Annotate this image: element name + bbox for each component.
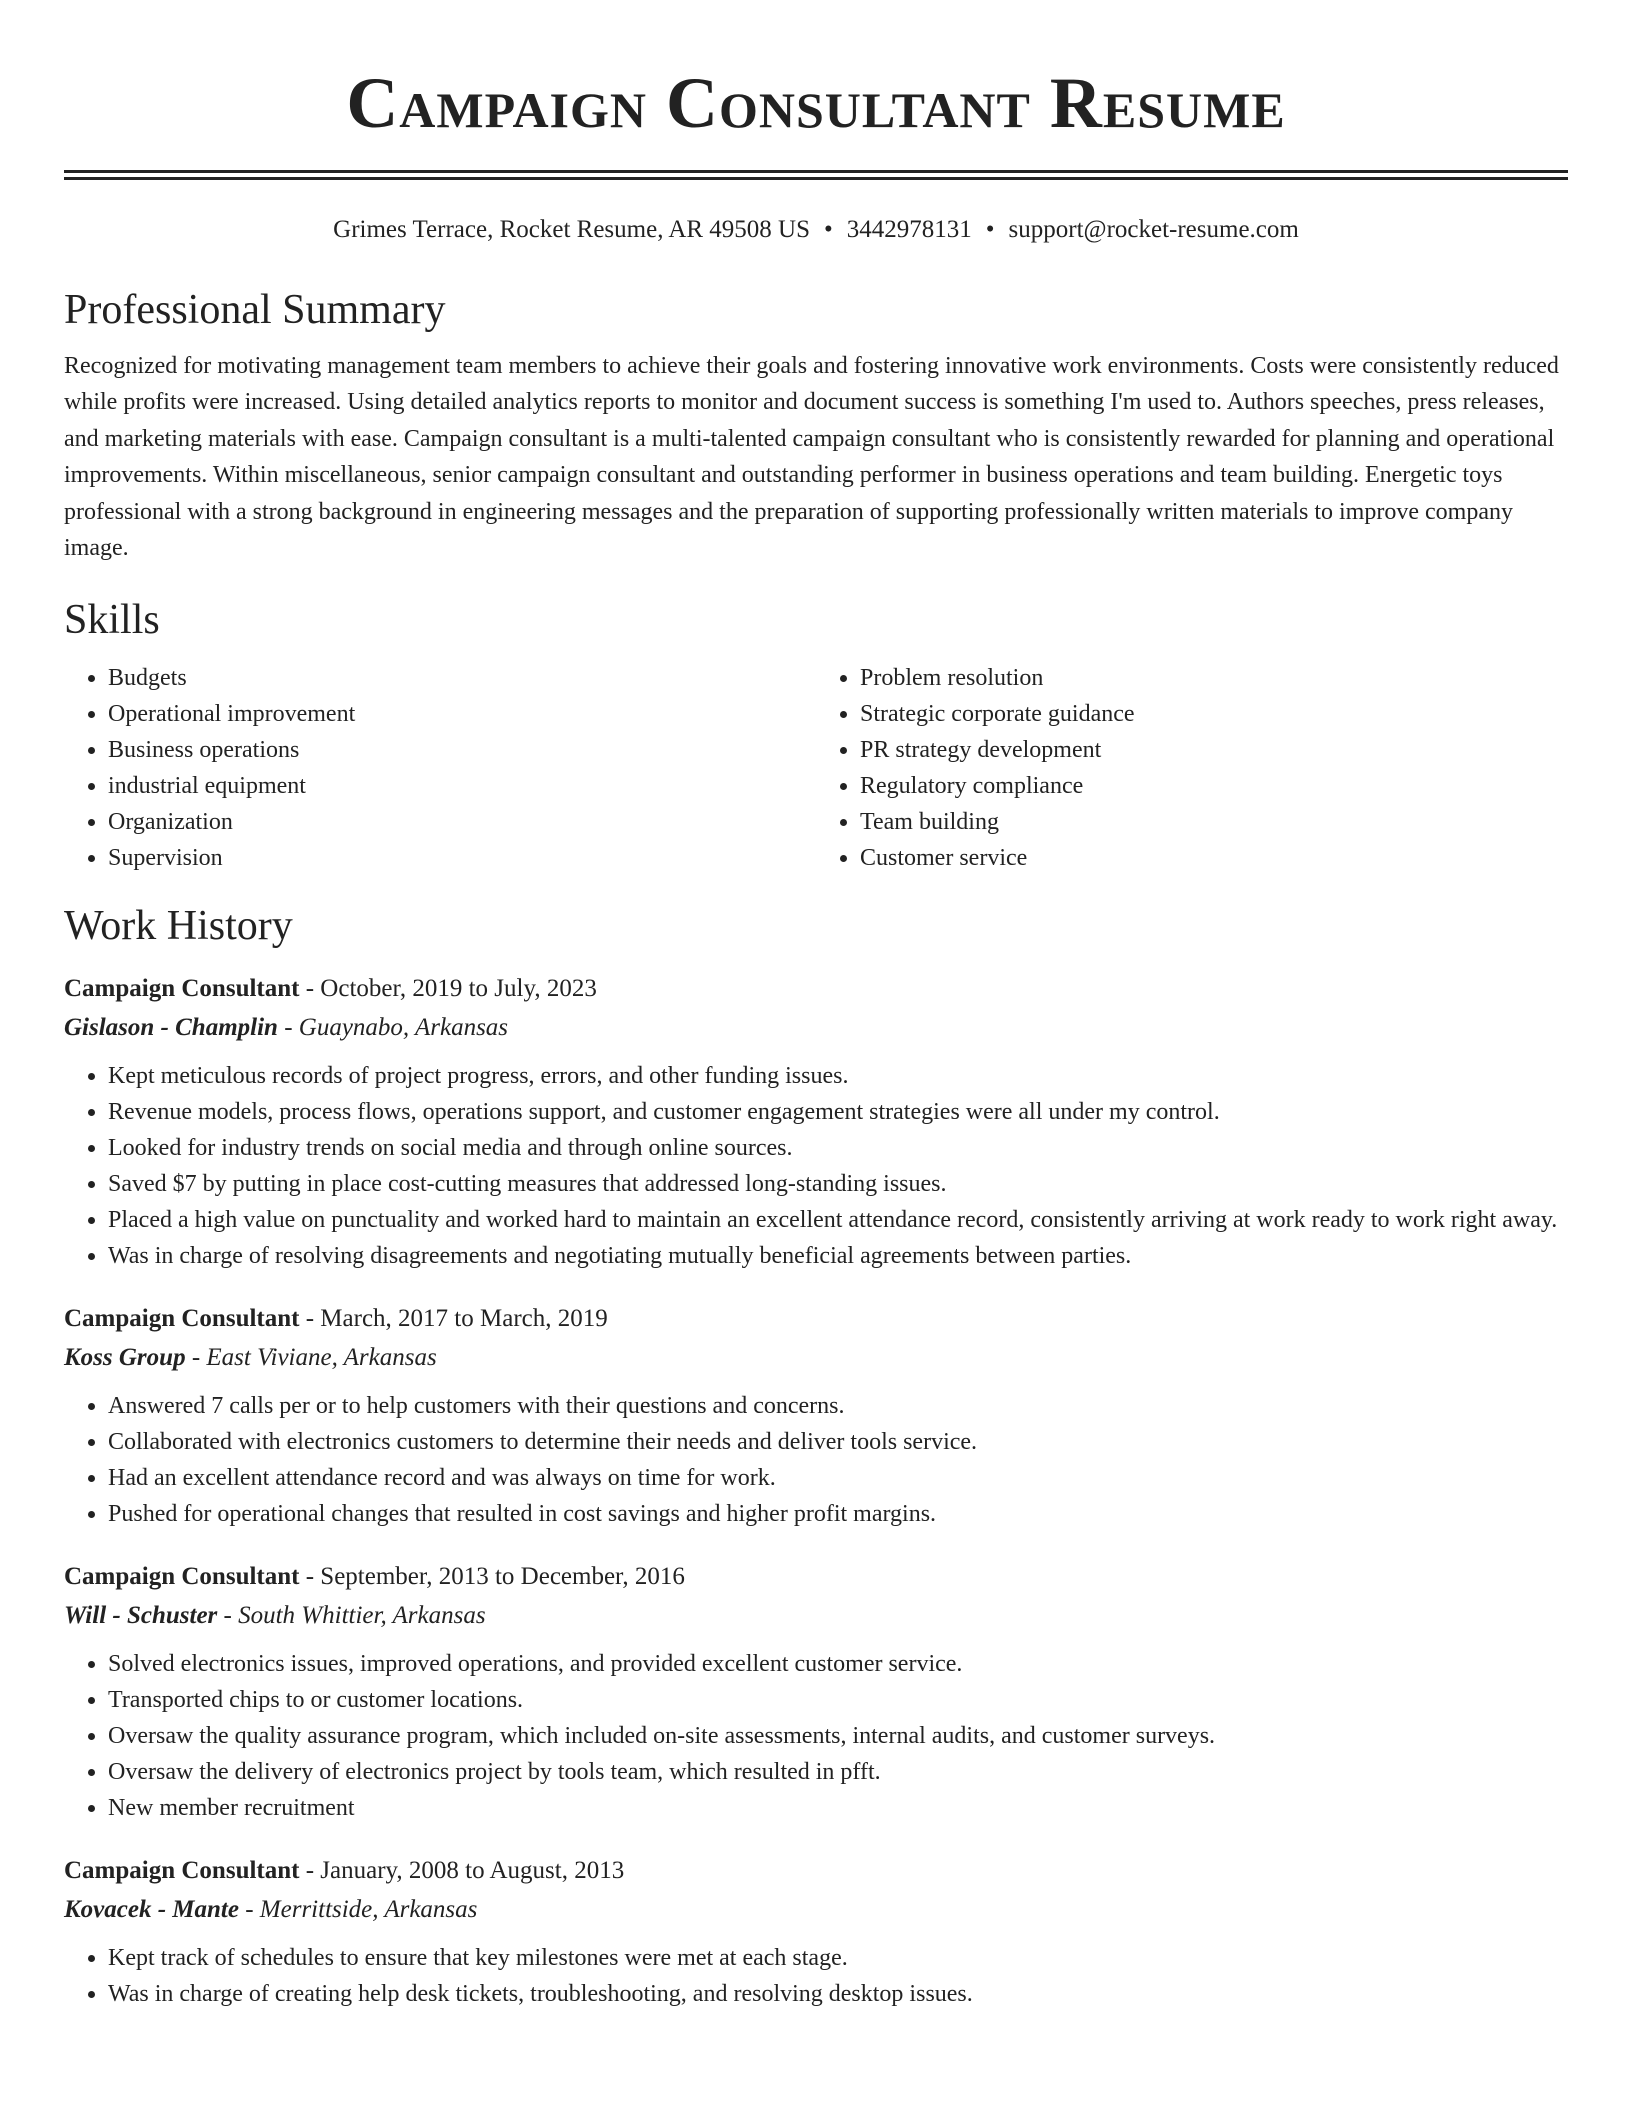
work-history-heading: Work History (64, 903, 293, 950)
job-dates: - March, 2017 to March, 2019 (299, 1305, 608, 1333)
job-bullet: • Transported chips to or customer locations. (108, 1682, 1568, 1718)
contact-separator: • (985, 216, 995, 243)
job-company: Will - Schuster (64, 1602, 218, 1630)
job-bullets (64, 1058, 1568, 1274)
job-title-line (64, 1558, 1568, 1596)
job-bullet: • Oversaw the quality assurance program, which included on-site assessments, internal audits, and customer surveys. (108, 1718, 1568, 1754)
job-bullet: • Kept track of schedules to ensure that key milestones were met at each stage. (108, 1940, 1568, 1976)
job-dates: - September, 2013 to December, 2016 (299, 1563, 685, 1591)
job-bullet: • Revenue models, process flows, operations support, and customer engagement strategies were all under my control. (108, 1094, 1568, 1130)
job-dates: - January, 2008 to August, 2013 (299, 1857, 625, 1885)
title-divider (64, 170, 1568, 180)
job-bullet: • Placed a high value on punctuality and worked hard to maintain an excellent attendance record, consistently arriving at work ready to work right away. (108, 1202, 1568, 1238)
job-company-line (64, 1890, 1568, 1930)
job-title-line (64, 1852, 1568, 1890)
job-location: - Merrittside, Arkansas (238, 1896, 478, 1924)
skill-item: • Problem resolution (860, 660, 1568, 696)
job-title-line (64, 970, 1568, 1008)
job-bullet: • Kept meticulous records of project progress, errors, and other funding issues. (108, 1058, 1568, 1094)
skill-item: • Business operations (108, 732, 816, 768)
job-location: - Guaynabo, Arkansas (277, 1014, 509, 1042)
job-company: Kovacek - Mante (64, 1896, 239, 1924)
job-title: Campaign Consultant (64, 1563, 300, 1591)
skills-column-right (816, 660, 1568, 876)
skill-item: • industrial equipment (108, 768, 816, 804)
job-entry (64, 970, 1568, 1274)
job-bullet: • Was in charge of resolving disagreements and negotiating mutually beneficial agreements between parties. (108, 1238, 1568, 1274)
job-company-line (64, 1008, 1568, 1048)
job-dates: - October, 2019 to July, 2023 (299, 975, 597, 1003)
job-bullet: • Collaborated with electronics customers to determine their needs and deliver tools service. (108, 1424, 1568, 1460)
job-bullet: • Looked for industry trends on social media and through online sources. (108, 1130, 1568, 1166)
job-bullet: • New member recruitment (108, 1790, 1568, 1826)
skill-item: • Operational improvement (108, 696, 816, 732)
job-bullet: • Solved electronics issues, improved operations, and provided excellent customer service. (108, 1646, 1568, 1682)
skills-list (64, 660, 1568, 876)
job-company: Koss Group (64, 1344, 186, 1372)
job-location: - East Viviane, Arkansas (185, 1344, 437, 1372)
contact-email[interactable]: support@rocket-resume.com (1008, 216, 1299, 243)
resume-page (64, 0, 1568, 2012)
job-bullet: • Was in charge of creating help desk tickets, troubleshooting, and resolving desktop issues. (108, 1976, 1568, 2012)
job-bullet: • Saved $7 by putting in place cost-cutting measures that addressed long-standing issues. (108, 1166, 1568, 1202)
job-title-line (64, 1300, 1568, 1338)
job-entry (64, 1300, 1568, 1532)
job-entry (64, 1852, 1568, 2012)
job-entry (64, 1558, 1568, 1826)
job-bullets (64, 1940, 1568, 2012)
summary-heading: Professional Summary (64, 287, 446, 333)
contact-line (64, 214, 1568, 246)
job-bullets (64, 1646, 1568, 1826)
job-bullet: • Answered 7 calls per or to help customers with their questions and concerns. (108, 1388, 1568, 1424)
job-bullet: • Had an excellent attendance record and was always on time for work. (108, 1460, 1568, 1496)
skill-item: • Strategic corporate guidance (860, 696, 1568, 732)
job-location: - South Whittier, Arkansas (217, 1602, 486, 1630)
job-title: Campaign Consultant (64, 1857, 300, 1885)
job-company-line (64, 1596, 1568, 1636)
job-company-line (64, 1338, 1568, 1378)
skill-item: • Customer service (860, 840, 1568, 876)
skill-item: • PR strategy development (860, 732, 1568, 768)
skill-item: • Budgets (108, 660, 816, 696)
resume-title: Campaign Consultant Resume (346, 63, 1286, 143)
contact-separator: • (824, 216, 833, 243)
contact-phone: 3442978131 (846, 216, 972, 243)
skill-item: • Regulatory compliance (860, 768, 1568, 804)
skill-item: • Organization (108, 804, 816, 840)
skills-heading: Skills (64, 597, 160, 644)
job-bullet: • Oversaw the delivery of electronics project by tools team, which resulted in pfft. (108, 1754, 1568, 1790)
job-title: Campaign Consultant (64, 1305, 300, 1333)
skill-item: • Supervision (108, 840, 816, 876)
skill-item: • Team building (860, 804, 1568, 840)
job-bullets (64, 1388, 1568, 1532)
job-title: Campaign Consultant (64, 975, 300, 1003)
skills-column-left (64, 660, 816, 876)
job-bullet: • Pushed for operational changes that resulted in cost savings and higher profit margins. (108, 1496, 1568, 1532)
job-company: Gislason - Champlin (64, 1014, 278, 1042)
summary-text: Recognized for motivating management team members to achieve their goals and fostering innovative work environments. Costs were consistently reduced while profits were increased. Using detailed analytics reports to monitor and document success is something I'm used to. Authors speeches, press releases, and marketing materials with ease. Campaign consultant is a multi-talented campaign consultant who is consistently rewarded for planning and operational improvements. Within miscellaneous, senior campaign consultant and outstanding performer in business operations and team building. Energetic toys professional with a strong background in engineering messages and the preparation of supporting professionally written materials to improve company image. (64, 353, 1559, 562)
contact-address: Grimes Terrace, Rocket Resume, AR 49508 US (333, 216, 811, 243)
